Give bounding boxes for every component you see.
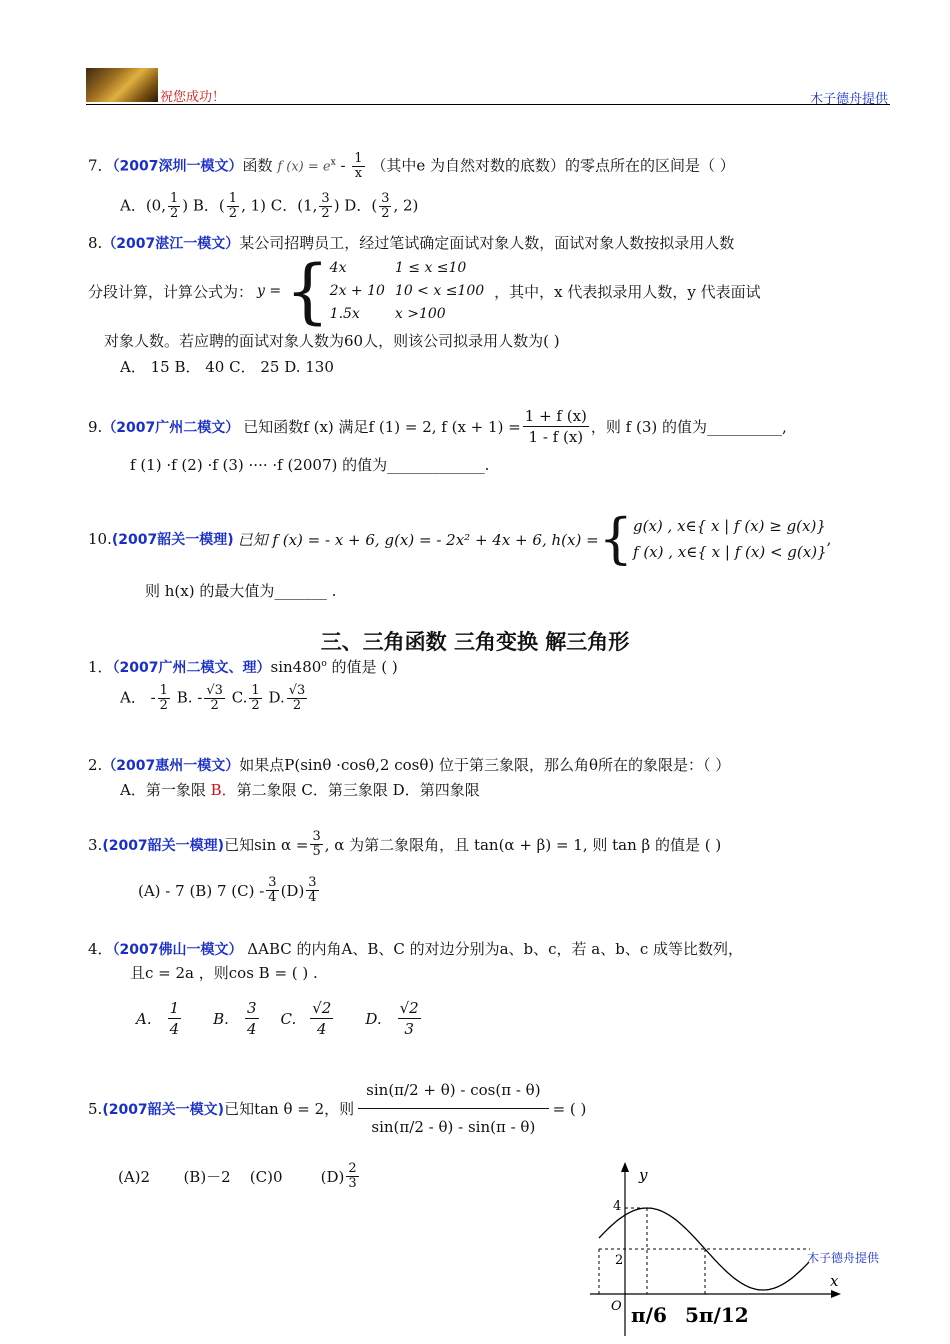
q10-line2: 则 h(x) 的最大值为_______ . — [145, 582, 337, 600]
y-label: y — [639, 1166, 648, 1184]
header-logo — [86, 68, 158, 102]
q7-options: A．(0, $\frac{1}{2}$ ) B．( $\frac{1}{2}$ , 1) C．(1, $\frac{3}{2}$ ) D．( $\frac{3}{2}$ , 2) — [120, 191, 419, 221]
t3-options: (A) - 7 (B) 7 (C) - $\frac{3}{4}$ (D) $\frac{3}{4}$ — [138, 875, 317, 905]
y-axis-arrow-icon — [621, 1162, 629, 1172]
q8-line1: 8.（2007湛江一模文）某公司招聘员工，经过笔试确定面试对象人数，面试对象人数按拟录用人数 — [88, 234, 735, 252]
x-axis-arrow-icon — [831, 1290, 841, 1298]
q8-options: A． 15 B． 40 C． 25 D. 130 — [120, 358, 334, 376]
q10-line1: 10. (2007韶关一模理) 已知 f (x) = - x + 6, g(x) = - 2x² + 4x + 6, h(x) = { g(x) , x∈{ x | f (x) ≥ g(x)} f (x) , x∈{ x | f (x) < g(x)} , — [88, 507, 832, 570]
t1-options: A． - $\frac{1}{2}$ B. - $\frac{√3}{2}$ C. $\frac{1}{2}$ D. $\frac{√3}{2}$ — [120, 683, 306, 713]
header-left-text: 祝您成功！ — [160, 90, 226, 105]
q8-line2: 分段计算，计算公式为： y = { 4x 1 ≤ x ≤10 2x + 10 10 < x ≤100 1.5x x >100 ，其中，x 代表拟录用人数，y 代表面试 — [88, 250, 761, 332]
header-right-text: 木子德舟提供 — [809, 92, 888, 107]
x-label: x — [830, 1272, 839, 1290]
t5-line: 5. (2007韶关一模文) 已知tan θ = 2，则 $\frac{\sin(\pi/2 + \theta) - \cos(\pi - \theta)}{\sin(\pi/2 - \theta) - \sin(\pi - \theta)}$ = ( ) — [88, 1072, 586, 1145]
header-rule — [86, 104, 890, 105]
y-tick-4: 4 — [613, 1199, 622, 1214]
t4-options: A. $\frac{1}{4}$ B. $\frac{3}{4}$ C. $\frac{√2}{4}$ D. $\frac{√2}{3}$ — [136, 999, 419, 1038]
t2-line: 2.（2007惠州一模文）如果点P(sinθ ·cosθ,2 cosθ) 位于第三象限，那么角θ所在的象限是：（ ） — [88, 756, 731, 774]
q8-line3: 对象人数。若应聘的面试对象人数为60人，则该公司拟录用人数为( ) — [104, 332, 560, 350]
x-tick-pi6: π/6 — [631, 1303, 667, 1327]
t1-line: 1．（2007广州二模文、理）sin480$^o$ 的值是 ( ) — [88, 658, 398, 676]
t2-options: A．第一象限 B．第二象限 C．第三象限 D．第四象限 — [120, 781, 480, 799]
t3-line: 3. (2007韶关一模理) 已知sin α = $\frac{3}{5}$ , α 为第二象限角，且 tan(α + β) = 1, 则 tan β 的值是 ( ) — [88, 829, 722, 859]
sine-graph — [585, 1160, 890, 1344]
origin-label: O — [611, 1299, 622, 1314]
t4-line2: 且c = 2a ，则cos B = ( ) . — [130, 964, 318, 982]
q9-line1: 9. （2007广州二模文） 已知函数f (x) 满足f (1) = 2, f (x + 1) = $\frac{1 + f (x)}{1 - f (x)}$ ，则 f (3) 的值为__________, — [88, 407, 787, 446]
t4-line1: 4．（2007佛山一模文） ΔABC 的内角A、B、C 的对边分别为a、b、c，若 a、b、c 成等比数列， — [88, 940, 744, 958]
q7-line: 7．（2007深圳一模文）函数 f $(x) = e^x$ - $\frac{1}{x}$ （其中e 为自然对数的底数）的零点所在的区间是（ ） — [88, 151, 735, 181]
watermark-text: 木子德舟提供 — [807, 1251, 880, 1265]
section-title: 三、三角函数 三角变换 解三角形 — [320, 630, 630, 654]
y-tick-2: 2 — [615, 1253, 624, 1268]
q9-line2: f (1) ·f (2) ·f (3) ···· ·f (2007) 的值为_____________. — [130, 456, 490, 474]
x-tick-5pi12: 5π/12 — [685, 1303, 749, 1327]
t5-options: (A)2 (B)－2 (C)0 (D) $\frac{2}{3}$ — [118, 1161, 357, 1191]
